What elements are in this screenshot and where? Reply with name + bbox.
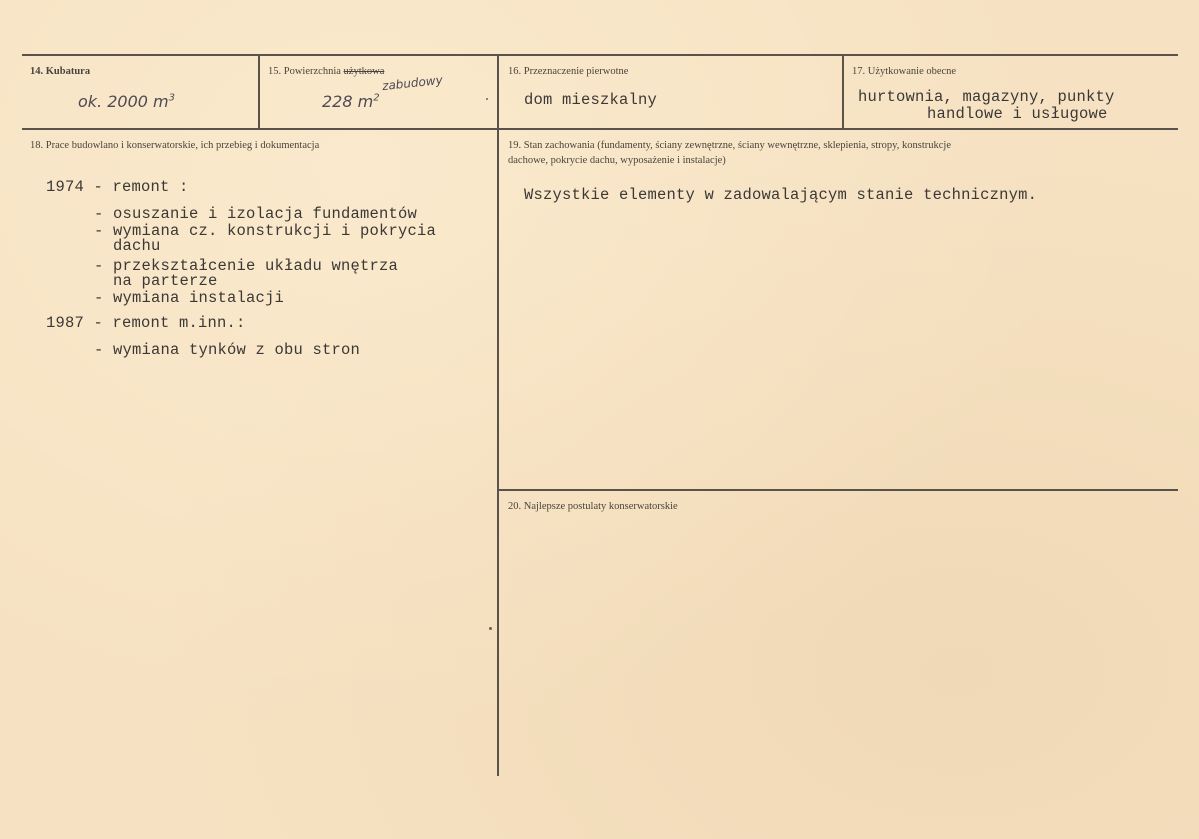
paper-speck bbox=[486, 98, 488, 100]
field-15-unit: m bbox=[357, 92, 374, 111]
field-15-value bbox=[322, 92, 380, 111]
field-18-line: 1987 - remont m.inn.: bbox=[46, 314, 246, 332]
col-divider-1 bbox=[258, 54, 260, 129]
field-18-line: - wymiana instalacji bbox=[94, 289, 285, 307]
field-15-label-struck: użytkowa bbox=[343, 66, 385, 77]
field-17-value-line-1: hurtownia, magazyny, punkty bbox=[858, 88, 1115, 106]
field-18-label: 18. Prace budowlano i konserwatorskie, ich przebieg i dokumentacja bbox=[30, 140, 320, 151]
field-17-value-line-2: handlowe i usługowe bbox=[927, 105, 1108, 123]
field-18-line: - przekształcenie układu wnętrza bbox=[94, 257, 399, 275]
field-20-label: 20. Najlepsze postulaty konserwatorskie bbox=[508, 501, 678, 512]
field-15-correction: zabudowy bbox=[381, 72, 444, 94]
field-17-label: 17. Użytkowanie obecne bbox=[852, 66, 957, 77]
col-divider-main bbox=[497, 54, 499, 776]
field-18-line: - wymiana cz. konstrukcji i pokrycia bbox=[94, 222, 437, 240]
field-14-number: ok. 2000 bbox=[78, 92, 148, 111]
field-18-line: na parterze bbox=[94, 272, 218, 290]
field-18-line: dachu bbox=[94, 237, 161, 255]
field-15-unit-sup: 2 bbox=[373, 92, 380, 104]
row-divider bbox=[22, 128, 1178, 130]
field-15-number: 228 bbox=[322, 92, 353, 111]
field-18-line: - wymiana tynków z obu stron bbox=[94, 341, 361, 359]
field-14-value bbox=[78, 92, 175, 111]
top-rule bbox=[22, 54, 1178, 56]
field-18-line: 1974 - remont : bbox=[46, 178, 189, 196]
field-18-line: - osuszanie i izolacja fundamentów bbox=[94, 205, 418, 223]
paper-speck bbox=[489, 627, 492, 630]
field-15-label-prefix: 15. Powierzchnia bbox=[268, 66, 341, 77]
field-15-label bbox=[268, 64, 384, 79]
field-16-label: 16. Przeznaczenie pierwotne bbox=[508, 66, 629, 77]
field-19-label-line-1: 19. Stan zachowania (fundamenty, ściany zewnętrzne, ściany wewnętrzne, sklepienia, stropy, konstrukcje bbox=[508, 140, 951, 151]
field-14-unit-sup: 3 bbox=[168, 92, 176, 104]
field-19-label-line-2: dachowe, pokrycie dachu, wyposażenie i instalacje) bbox=[508, 155, 726, 166]
field-14-unit: m bbox=[153, 92, 169, 111]
field-14-label: 14. Kubatura bbox=[30, 66, 91, 77]
field-16-value: dom mieszkalny bbox=[524, 91, 658, 109]
field-19-value: Wszystkie elementy w zadowalającym stanie technicznym. bbox=[524, 186, 1038, 204]
section-19-20-divider bbox=[498, 489, 1178, 491]
col-divider-3 bbox=[842, 54, 844, 129]
